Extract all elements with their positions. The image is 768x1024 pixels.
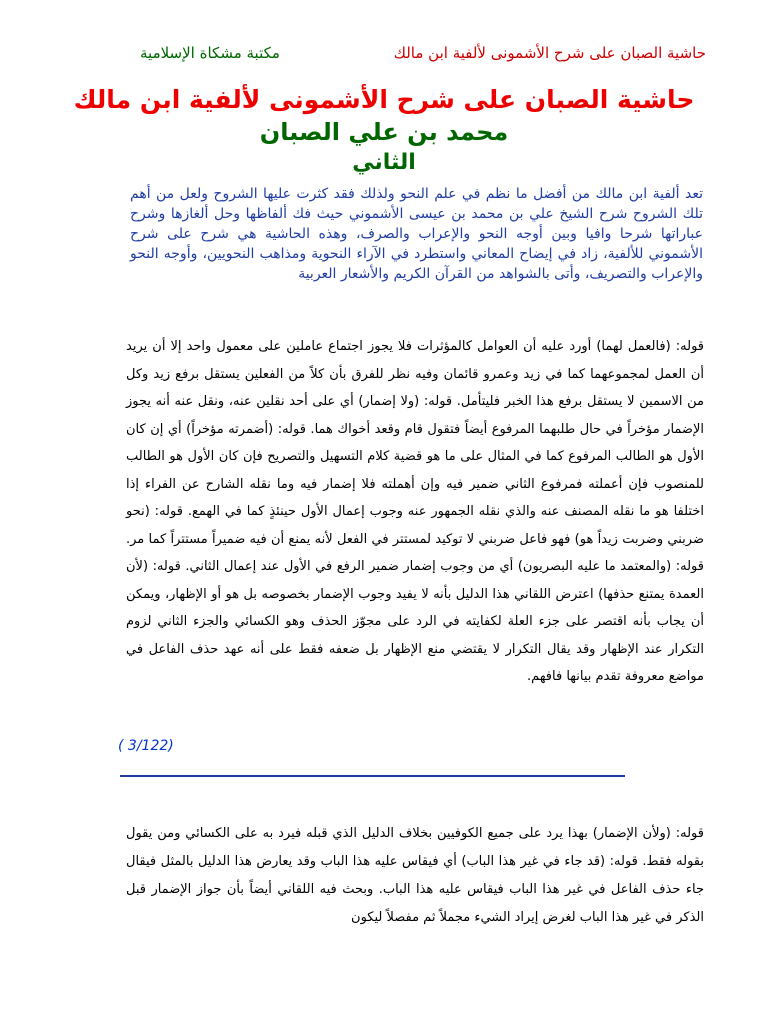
title-block: [40, 84, 728, 178]
page-number: ( 3/122): [118, 738, 174, 754]
body-text-section-1: قوله: (فالعمل لهما) أورد عليه أن العوامل كالمؤثرات فلا يجوز اجتماع عاملين على معمول واحد إلا أن يريد أن العمل لمجموعهما كما في زيد وعمرو قائمان وفيه نظر للفرق بأن كلاً من الفعلين يستقل برفع زيد وكل من الاسمين لا يستقل برفع هذا الخبر فليتأمل. قوله: (ولا إضمار) أي على أحد نقلين عنه، ونقل عنه أنه يجوز الإضمار مؤخراً في حال طلبهما المرفوع أيضاً فتقول قام وقعد أخواك هما. قوله: (أضمرته مؤخراً) أي إن كان الأول هو الطالب المرفوع كما في المثال على ما هو قضية كلام التسهيل والتصريح فإن كان الأول هو الطالب للمنصوب فإن أعملته فمرفوع الثاني ضمير فيه وإن أهملته فلا إضمار فيه وما نقله الشارح عن الفراء إذا اختلفا هو ما نقله المصنف عنه والذي نقله الجمهور عنه وجوب إعمال الأول حينئذٍ كما في الهمع. قوله: (نحو ضربني وضربت زيداً هو) فهو فاعل ضربني لا توكيد لمستتر في الفعل لأنه يمنع أن فيه ضميراً مستتراً كما مر. قوله: (والمعتمد ما عليه البصريون) أي من وجوب إضمار ضمير الرفع في الأول عند إعمال الثاني. قوله: (لأن العمدة يمتنع حذفها) اعترض اللقاني هذا الدليل بأنه لا يفيد وجوب الإضمار بخصوصه بل هو أو الإظهار، ويمكن أن يجاب بأنه اقتصر على جزء العلة لكفايته في الرد على مجوّز الحذف وهو الكسائي والجزء الثاني لزوم التكرار عند الإظهار وقد يقال التكرار لا يقتضي منع الإظهار بل ضعفه فقط على أنه عهد حذف الفاعل في مواضع معروفة تقدم بيانها فافهم.: [126, 339, 704, 684]
volume-part: الثاني: [352, 150, 416, 175]
body-text-section-2: قوله: (ولأن الإضمار) بهذا يرد على جميع الكوفيين بخلاف الدليل الذي قبله فيرد به على الكسائي ومن يقول بقوله فقط. قوله: (قد جاء في غير هذا الباب) أي فيقاس عليه هذا الباب وقد يعارض هذا الدليل بالمثل فيقال جاء حذف الفاعل في غير هذا الباب فيقاس عليه هذا الباب. وبحث فيه اللقاني أيضاً بأن جواز الإضمار قبل الذكر في غير هذا الباب لغرض إيراد الشيء مجملاً ثم مفصلاً ليكون: [126, 826, 704, 925]
page-separator-line: [120, 775, 625, 777]
book-description: تعد ألفية ابن مالك من أفضل ما نظم في علم النحو ولذلك فقد كثرت عليها الشروح ولعل من أهم تلك الشروح شرح الشيخ علي بن محمد بن عيسى الأشموني حيث فك ألفاظها وحل ألغازها وشرح عباراتها شرحا وافيا وبين أوجه النحو والإعراب والصرف، وهذه الحاشية هي شرح على شرح الأشموني للألفية، زاد في إيضاح المعاني واستطرد في الآراء النحوية ومذاهب النحويين، وأوجه النحو والإعراب والتصريف، وأتى بالشواهد من القرآن الكريم والأشعار العربية: [130, 186, 703, 282]
book-title: حاشية الصبان على شرح الأشمونى لألفية ابن مالك: [73, 85, 695, 114]
header-book-title: حاشية الصبان على شرح الأشمونى لألفية ابن مالك: [393, 44, 706, 62]
header-library-name: مكتبة مشكاة الإسلامية: [140, 44, 280, 62]
page-header: [140, 40, 706, 66]
author-name: محمد بن علي الصبان: [259, 118, 509, 146]
